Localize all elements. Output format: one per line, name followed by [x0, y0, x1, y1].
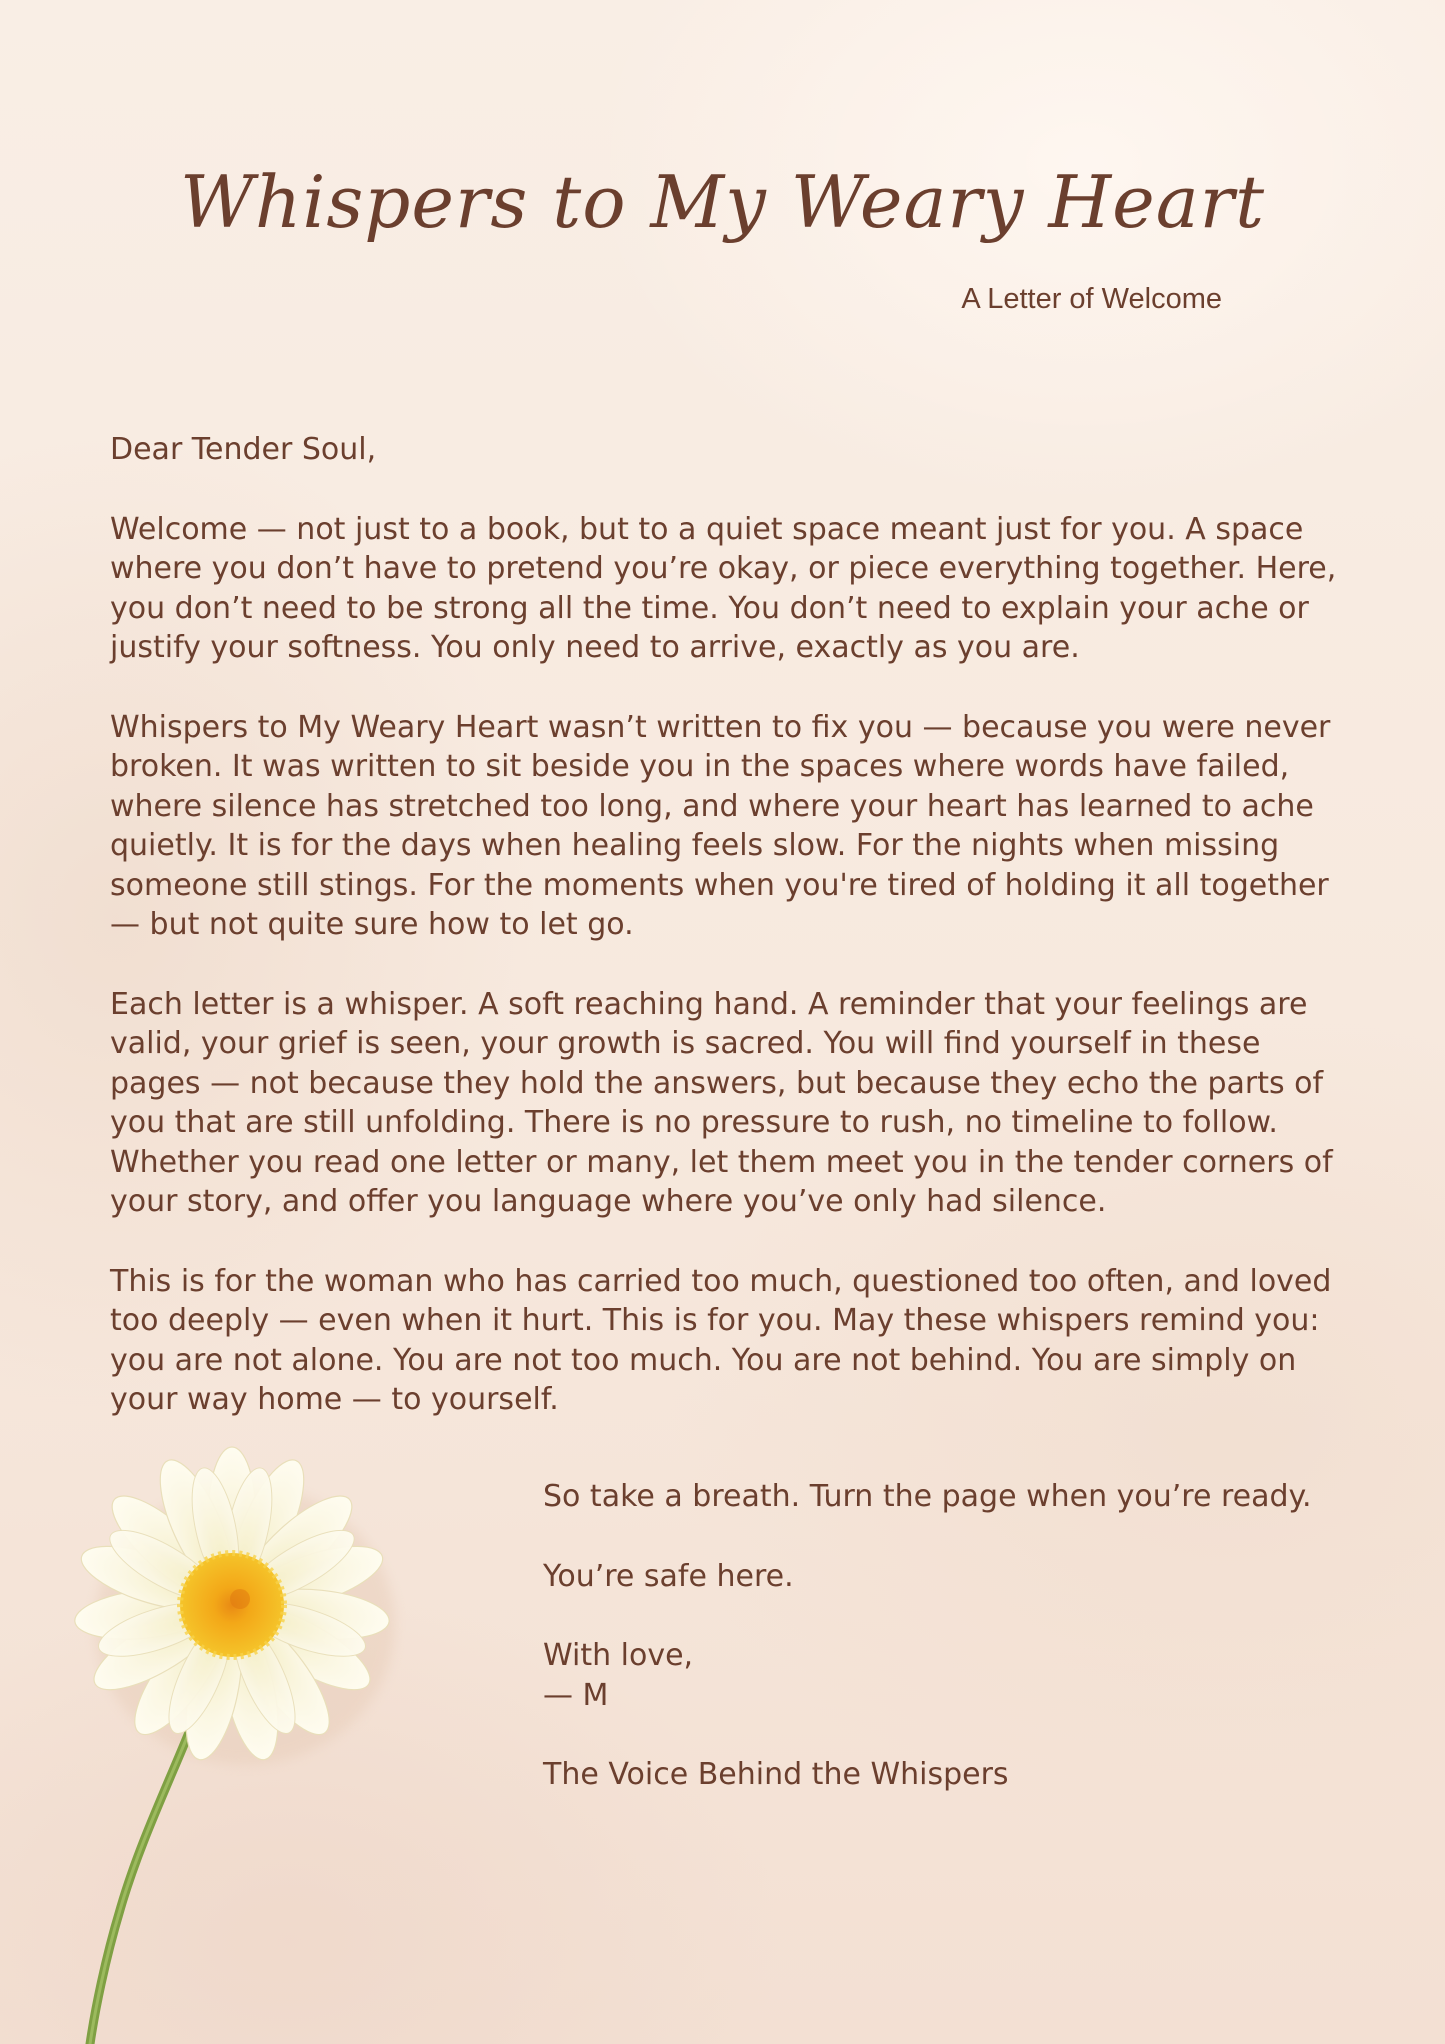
- daisy-icon: [0, 1440, 420, 2044]
- letter-closing: [543, 1477, 1363, 1835]
- closing-line: You’re safe here.: [543, 1558, 794, 1594]
- salutation: Dear Tender Soul,: [110, 432, 377, 467]
- byline: The Voice Behind the Whispers: [543, 1757, 1009, 1792]
- valediction: With love,: [543, 1638, 694, 1673]
- page-title: Whispers to My Weary Heart: [179, 160, 1266, 244]
- letter-body: [110, 430, 1360, 1460]
- letter-paragraph: Welcome — not just to a book, but to a quiet space meant just for you. A space where you don’t have to pretend you’re okay, or piece everything together. Here, you don’t need to be strong all the time. You don’t need to explain your ache or justify your softness. You only need to arrive, exactly as you are.: [110, 511, 1337, 665]
- page-subtitle: A Letter of Welcome: [961, 283, 1222, 315]
- letter-paragraph: This is for the woman who has carried too much, questioned too often, and loved too deeply — even when it hurt. This is for you. May these whispers remind you: you are not alone. You are not too much. You are not behind. You are simply on your way home — to yourself.: [110, 1263, 1332, 1417]
- signature: — M: [543, 1677, 609, 1713]
- letter-paragraph: Each letter is a whisper. A soft reaching hand. A reminder that your feelings are valid, your grief is seen, your growth is sacred. You will find yourself in these pages — not because they hold the answers, but because they echo the parts of you that are still unfolding. There is no pressure to rush, no timeline to follow. Whether you read one letter or many, let them meet you in the tender corners of your story, and offer you language where you’ve only had silence.: [110, 986, 1333, 1219]
- signature-block: [543, 1636, 1363, 1715]
- letter-paragraph: Whispers to My Weary Heart wasn’t written to fix you — because you were never broken. It was written to sit beside you in the spaces where words have failed, where silence has stretched too long, and where your heart has learned to ache quietly. It is for the days when healing feels slow. For the nights when missing someone still stings. For the moments when you're tired of holding it all together — but not quite sure how to let go.: [110, 709, 1331, 942]
- closing-line: So take a breath. Turn the page when you’re ready.: [543, 1479, 1312, 1514]
